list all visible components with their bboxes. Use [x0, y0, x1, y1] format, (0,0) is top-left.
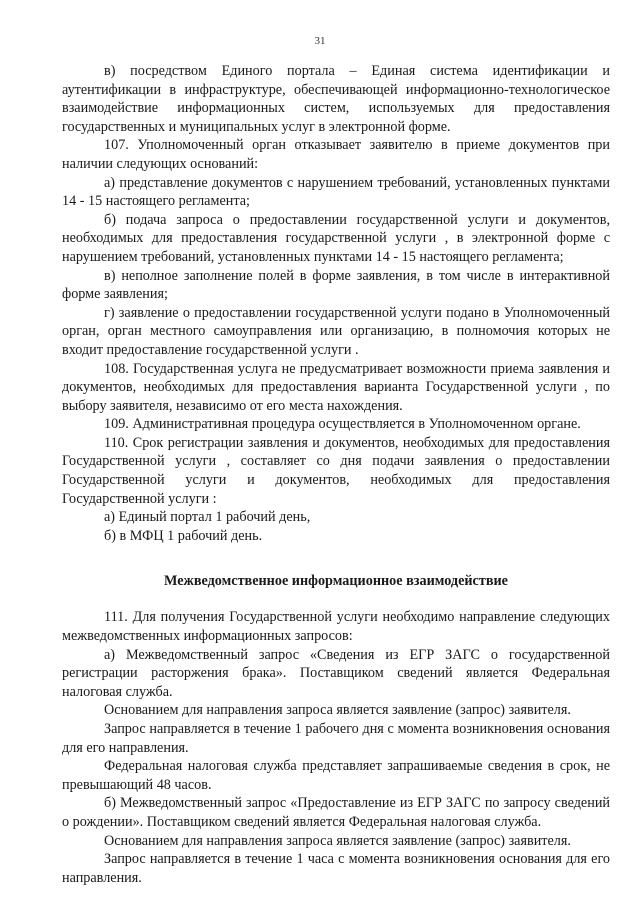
paragraph: б) Межведомственный запрос «Предоставление из ЕГР ЗАГС по запросу сведений о рождении». Поставщиком сведений является Федеральная налоговая служба. — [62, 795, 610, 830]
paragraph: в) неполное заполнение полей в форме заявления, в том числе в интерактивной форме заявления; — [62, 267, 610, 303]
paragraph: а) Межведомственный запрос «Сведения из ЕГР ЗАГС о государственной регистрации расторжения брака». Поставщиком сведений является Федеральная налоговая служба. — [62, 646, 610, 700]
document-body — [62, 62, 610, 887]
paragraph: 110. Срок регистрации заявления и документов, необходимых для предоставления Государственной услуги , составляет со дня подачи заявления о предоставлении Государственной услуги и документов, необходимых для предоставления Государственной услуги : — [62, 434, 610, 507]
paragraph: 111. Для получения Государственной услуги необходимо направление следующих межведомственных информационных запросов: — [62, 609, 610, 645]
paragraph: б) подача запроса о предоставлении государственной услуги и документов, необходимых для предоставления государственной услуги , в электронной форме с нарушением требований, установленных пунктами 14 - 15 настоящего регламента; — [62, 211, 610, 265]
paragraph: 107. Уполномоченный орган отказывает заявителю в приеме документов при наличии следующих оснований: — [62, 137, 610, 172]
section-heading: Межведомственное информационное взаимодействие — [164, 573, 508, 590]
paragraph: Основанием для направления запроса является заявление (запрос) заявителя. — [104, 832, 571, 849]
paragraph: а) Единый портал 1 рабочий день, — [104, 509, 311, 526]
paragraph: г) заявление о предоставлении государственной услуги подано в Уполномоченный орган, орган местного самоуправления или организацию, в полномочия которых не входит предоставление государственной услуги . — [62, 304, 610, 358]
paragraph: Запрос направляется в течение 1 рабочего дня с момента возникновения основания для его направления. — [62, 721, 610, 756]
paragraph: а) представление документов с нарушением требований, установленных пунктами 14 - 15 настоящего регламента; — [62, 174, 610, 210]
paragraph: Запрос направляется в течение 1 часа с момента возникновения основания для его направления. — [62, 851, 610, 886]
page-number: 31 — [314, 35, 326, 47]
paragraph: 108. Государственная услуга не предусматривает возможности приема заявления и документов, необходимых для предоставления варианта Государственной услуги , по выбору заявителя, независимо от его места нахождения. — [62, 360, 610, 414]
paragraph: б) в МФЦ 1 рабочий день. — [104, 527, 263, 544]
paragraph: 109. Административная процедура осуществляется в Уполномоченном органе. — [104, 416, 581, 433]
paragraph: Основанием для направления запроса является заявление (запрос) заявителя. — [104, 702, 571, 719]
paragraph: в) посредством Единого портала – Единая система идентификации и аутентификации в инфраструктуре, обеспечивающей информационно-технологическое взаимодействие информационных систем, используемых для предоставления государственных и муниципальных услуг в электронной форме. — [62, 63, 610, 135]
paragraph: Федеральная налоговая служба представляет запрашиваемые сведения в срок, не превышающий 48 часов. — [62, 758, 610, 793]
